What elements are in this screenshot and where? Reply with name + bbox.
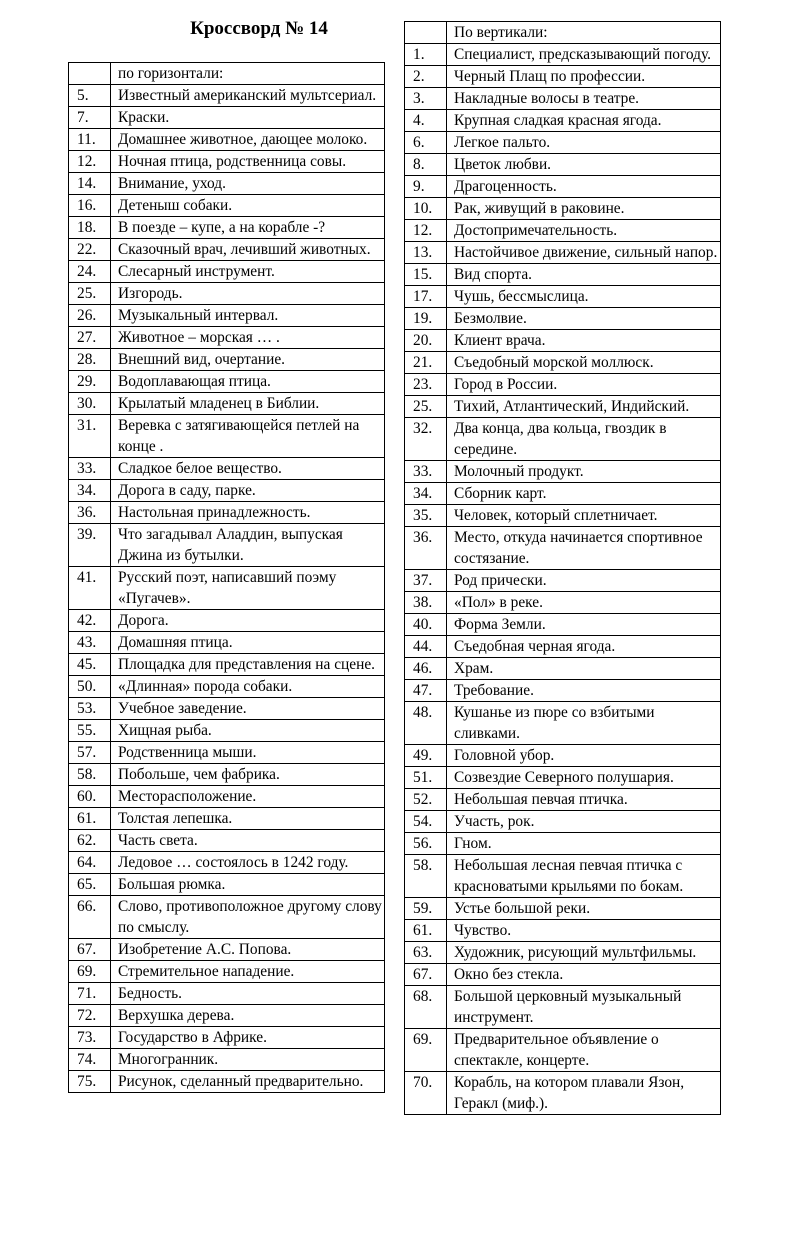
vertical-clues-table (404, 21, 721, 1115)
clue-number: 63. (405, 942, 447, 964)
clue-number: 18. (69, 217, 111, 239)
clue-text: Крупная сладкая красная ягода. (447, 110, 721, 132)
clue-row (405, 855, 721, 898)
clue-number: 56. (405, 833, 447, 855)
clue-row (405, 811, 721, 833)
clue-text: Храм. (447, 658, 721, 680)
clue-number: 17. (405, 286, 447, 308)
clue-number: 69. (405, 1029, 447, 1072)
clue-text: Два конца, два кольца, гвоздик в середине. (447, 418, 721, 461)
clue-text: Головной убор. (447, 745, 721, 767)
clue-row (405, 396, 721, 418)
clue-number: 53. (69, 698, 111, 720)
horizontal-header: по горизонтали: (111, 63, 385, 85)
table-header-row (69, 63, 385, 85)
clue-text: Часть света. (111, 830, 385, 852)
clue-row (405, 1029, 721, 1072)
clue-text: Сказочный врач, лечивший животных. (111, 239, 385, 261)
clue-text: Побольше, чем фабрика. (111, 764, 385, 786)
clue-number: 50. (69, 676, 111, 698)
clue-row (405, 176, 721, 198)
clue-number: 24. (69, 261, 111, 283)
clue-number: 36. (69, 502, 111, 524)
clue-text: Устье большой реки. (447, 898, 721, 920)
clue-row (405, 767, 721, 789)
clue-number: 52. (405, 789, 447, 811)
clue-row (69, 567, 385, 610)
clue-number: 48. (405, 702, 447, 745)
clue-number: 30. (69, 393, 111, 415)
clue-text: Многогранник. (111, 1049, 385, 1071)
clue-text: Веревка с затягивающейся петлей на конце . (111, 415, 385, 458)
clue-number: 59. (405, 898, 447, 920)
clue-row (69, 502, 385, 524)
clue-row (69, 371, 385, 393)
clue-text: Государство в Африке. (111, 1027, 385, 1049)
clue-row (69, 173, 385, 195)
horizontal-clues-table (68, 62, 385, 1093)
clue-text: Месторасположение. (111, 786, 385, 808)
clue-row (69, 283, 385, 305)
clue-number: 2. (405, 66, 447, 88)
clue-number: 41. (69, 567, 111, 610)
clue-number: 6. (405, 132, 447, 154)
clue-text: Домашняя птица. (111, 632, 385, 654)
clue-row (405, 833, 721, 855)
clue-text: Требование. (447, 680, 721, 702)
clue-number: 73. (69, 1027, 111, 1049)
clue-text: Настольная принадлежность. (111, 502, 385, 524)
clue-number: 72. (69, 1005, 111, 1027)
clue-row (405, 374, 721, 396)
clue-row (69, 896, 385, 939)
clue-text: Кушанье из пюре со взбитыми сливками. (447, 702, 721, 745)
clue-text: Дорога. (111, 610, 385, 632)
clue-row (69, 151, 385, 173)
clue-number: 46. (405, 658, 447, 680)
clue-number: 61. (69, 808, 111, 830)
clue-text: Музыкальный интервал. (111, 305, 385, 327)
clue-row (69, 983, 385, 1005)
clue-row (69, 239, 385, 261)
clue-text: Молочный продукт. (447, 461, 721, 483)
clue-number: 68. (405, 986, 447, 1029)
clue-text: Животное – морская … . (111, 327, 385, 349)
clue-row (69, 85, 385, 107)
clue-number: 75. (69, 1071, 111, 1093)
clue-number: 70. (405, 1072, 447, 1115)
clue-text: Легкое пальто. (447, 132, 721, 154)
clue-row (69, 195, 385, 217)
clue-row (69, 676, 385, 698)
clue-number: 55. (69, 720, 111, 742)
clue-text: Настойчивое движение, сильный напор. (447, 242, 721, 264)
clue-row (69, 1071, 385, 1093)
page-title: Кроссворд № 14 (190, 18, 328, 39)
clue-text: Учебное заведение. (111, 698, 385, 720)
clue-text: Клиент врача. (447, 330, 721, 352)
clue-row (69, 393, 385, 415)
clue-row (405, 527, 721, 570)
clue-number: 43. (69, 632, 111, 654)
clue-number: 25. (69, 283, 111, 305)
clue-row (405, 614, 721, 636)
clue-number: 29. (69, 371, 111, 393)
clue-row (405, 636, 721, 658)
clue-text: Слово, противоположное другому слову по смыслу. (111, 896, 385, 939)
clue-number: 32. (405, 418, 447, 461)
clue-number: 65. (69, 874, 111, 896)
clue-text: Изобретение А.С. Попова. (111, 939, 385, 961)
clue-number: 5. (69, 85, 111, 107)
clue-number: 47. (405, 680, 447, 702)
clue-row (69, 852, 385, 874)
clue-number: 45. (69, 654, 111, 676)
clue-text: Цветок любви. (447, 154, 721, 176)
clue-text: Человек, который сплетничает. (447, 505, 721, 527)
clue-number: 9. (405, 176, 447, 198)
table-header-row (405, 22, 721, 44)
clue-number: 49. (405, 745, 447, 767)
clue-row (405, 570, 721, 592)
clue-row (69, 261, 385, 283)
clue-number: 67. (69, 939, 111, 961)
clue-text: Площадка для представления на сцене. (111, 654, 385, 676)
clue-row (69, 610, 385, 632)
clue-number: 33. (405, 461, 447, 483)
clue-number: 62. (69, 830, 111, 852)
clue-row (69, 305, 385, 327)
clue-row (69, 1027, 385, 1049)
clue-text: Черный Плащ по профессии. (447, 66, 721, 88)
clue-number: 11. (69, 129, 111, 151)
clue-row (69, 1049, 385, 1071)
clue-text: Известный американский мультсериал. (111, 85, 385, 107)
clue-text: Рак, живущий в раковине. (447, 198, 721, 220)
clue-row (69, 217, 385, 239)
clue-number: 13. (405, 242, 447, 264)
clue-text: Драгоценность. (447, 176, 721, 198)
clue-number: 23. (405, 374, 447, 396)
clue-text: Домашнее животное, дающее молоко. (111, 129, 385, 151)
clue-text: Внешний вид, очертание. (111, 349, 385, 371)
clue-row (69, 654, 385, 676)
clue-number: 15. (405, 264, 447, 286)
clue-text: Дорога в саду, парке. (111, 480, 385, 502)
clue-text: Большой церковный музыкальный инструмент. (447, 986, 721, 1029)
clue-row (69, 458, 385, 480)
clue-row (405, 88, 721, 110)
clue-number: 67. (405, 964, 447, 986)
clue-row (405, 898, 721, 920)
clue-row (405, 964, 721, 986)
clue-row (69, 698, 385, 720)
clue-text: Что загадывал Аладдин, выпуская Джина из бутылки. (111, 524, 385, 567)
clue-number: 4. (405, 110, 447, 132)
clue-row (405, 942, 721, 964)
clue-text: Чувство. (447, 920, 721, 942)
clue-number: 58. (69, 764, 111, 786)
clue-row (69, 874, 385, 896)
clue-row (405, 264, 721, 286)
clue-row (405, 110, 721, 132)
clue-row (405, 505, 721, 527)
clue-text: Слесарный инструмент. (111, 261, 385, 283)
clue-number: 22. (69, 239, 111, 261)
clue-number: 58. (405, 855, 447, 898)
clue-number: 69. (69, 961, 111, 983)
clue-row (405, 418, 721, 461)
clue-number: 37. (405, 570, 447, 592)
clue-number: 61. (405, 920, 447, 942)
clue-text: Детеныш собаки. (111, 195, 385, 217)
clue-number: 31. (69, 415, 111, 458)
clue-text: Созвездие Северного полушария. (447, 767, 721, 789)
clue-text: Место, откуда начинается спортивное состязание. (447, 527, 721, 570)
clue-row (405, 658, 721, 680)
clue-text: Рисунок, сделанный предварительно. (111, 1071, 385, 1093)
clue-number: 71. (69, 983, 111, 1005)
clue-number: 10. (405, 198, 447, 220)
clue-number: 7. (69, 107, 111, 129)
clue-row (405, 745, 721, 767)
clue-row (405, 680, 721, 702)
clue-text: Художник, рисующий мультфильмы. (447, 942, 721, 964)
clue-number: 16. (69, 195, 111, 217)
clue-row (405, 308, 721, 330)
clue-text: Окно без стекла. (447, 964, 721, 986)
clue-row (405, 483, 721, 505)
clue-row (405, 66, 721, 88)
clue-row (405, 920, 721, 942)
clue-number: 14. (69, 173, 111, 195)
clue-row (405, 132, 721, 154)
clue-row (69, 939, 385, 961)
clue-text: Специалист, предсказывающий погоду. (447, 44, 721, 66)
clue-text: Гном. (447, 833, 721, 855)
clue-number: 1. (405, 44, 447, 66)
clue-text: Русский поэт, написавший поэму «Пугачев». (111, 567, 385, 610)
clue-row (69, 830, 385, 852)
clue-row (69, 786, 385, 808)
clue-row (405, 461, 721, 483)
clue-number: 25. (405, 396, 447, 418)
clue-number: 39. (69, 524, 111, 567)
clue-row (69, 1005, 385, 1027)
clue-text: Безмолвие. (447, 308, 721, 330)
clue-number: 20. (405, 330, 447, 352)
clue-number: 27. (69, 327, 111, 349)
clue-text: Хищная рыба. (111, 720, 385, 742)
clue-text: Съедобный морской моллюск. (447, 352, 721, 374)
clue-row (69, 764, 385, 786)
clue-text: Участь, рок. (447, 811, 721, 833)
clue-text: Внимание, уход. (111, 173, 385, 195)
clue-number: 21. (405, 352, 447, 374)
clue-number: 19. (405, 308, 447, 330)
header-number-cell (405, 22, 447, 44)
clue-number: 42. (69, 610, 111, 632)
clue-number: 40. (405, 614, 447, 636)
clue-number: 36. (405, 527, 447, 570)
clue-text: Ночная птица, родственница совы. (111, 151, 385, 173)
clue-row (405, 330, 721, 352)
clue-text: Сладкое белое вещество. (111, 458, 385, 480)
clue-row (69, 480, 385, 502)
clue-row (69, 524, 385, 567)
clue-number: 12. (405, 220, 447, 242)
clue-text: Предварительное объявление о спектакле, концерте. (447, 1029, 721, 1072)
clue-number: 54. (405, 811, 447, 833)
clue-row (69, 107, 385, 129)
clue-text: Род прически. (447, 570, 721, 592)
clue-number: 8. (405, 154, 447, 176)
clue-row (405, 1072, 721, 1115)
clue-row (69, 632, 385, 654)
clue-row (405, 154, 721, 176)
clue-text: «Длинная» порода собаки. (111, 676, 385, 698)
clue-text: Накладные волосы в театре. (447, 88, 721, 110)
clue-text: Стремительное нападение. (111, 961, 385, 983)
clue-row (405, 242, 721, 264)
clue-text: Тихий, Атлантический, Индийский. (447, 396, 721, 418)
clue-number: 64. (69, 852, 111, 874)
clue-number: 34. (405, 483, 447, 505)
clue-number: 66. (69, 896, 111, 939)
clue-text: Крылатый младенец в Библии. (111, 393, 385, 415)
clue-text: Изгородь. (111, 283, 385, 305)
clue-row (69, 720, 385, 742)
clue-text: Ледовое … состоялось в 1242 году. (111, 852, 385, 874)
clue-text: Верхушка дерева. (111, 1005, 385, 1027)
clue-number: 44. (405, 636, 447, 658)
clue-text: «Пол» в реке. (447, 592, 721, 614)
clue-row (405, 220, 721, 242)
clue-text: Родственница мыши. (111, 742, 385, 764)
clue-text: Чушь, бессмыслица. (447, 286, 721, 308)
clue-number: 33. (69, 458, 111, 480)
clue-row (405, 789, 721, 811)
clue-row (69, 742, 385, 764)
clue-number: 34. (69, 480, 111, 502)
clue-text: Достопримечательность. (447, 220, 721, 242)
clue-row (405, 198, 721, 220)
clue-number: 60. (69, 786, 111, 808)
clue-text: Съедобная черная ягода. (447, 636, 721, 658)
clue-row (405, 286, 721, 308)
clue-text: Сборник карт. (447, 483, 721, 505)
clue-text: Небольшая певчая птичка. (447, 789, 721, 811)
clue-text: Большая рюмка. (111, 874, 385, 896)
clue-number: 38. (405, 592, 447, 614)
clue-text: В поезде – купе, а на корабле -? (111, 217, 385, 239)
header-number-cell (69, 63, 111, 85)
clue-text: Водоплавающая птица. (111, 371, 385, 393)
clue-row (405, 986, 721, 1029)
clue-text: Вид спорта. (447, 264, 721, 286)
clue-number: 51. (405, 767, 447, 789)
clue-row (405, 352, 721, 374)
clue-row (69, 808, 385, 830)
clue-text: Небольшая лесная певчая птичка с красноватыми крыльями по бокам. (447, 855, 721, 898)
clue-number: 74. (69, 1049, 111, 1071)
clue-row (69, 349, 385, 371)
clue-number: 28. (69, 349, 111, 371)
clue-row (69, 129, 385, 151)
clue-row (69, 961, 385, 983)
clue-text: Бедность. (111, 983, 385, 1005)
clue-number: 12. (69, 151, 111, 173)
clue-row (69, 415, 385, 458)
clue-number: 3. (405, 88, 447, 110)
clue-row (405, 592, 721, 614)
vertical-header: По вертикали: (447, 22, 721, 44)
clue-text: Корабль, на котором плавали Язон, Геракл (миф.). (447, 1072, 721, 1115)
clue-row (405, 702, 721, 745)
clue-number: 57. (69, 742, 111, 764)
clue-text: Форма Земли. (447, 614, 721, 636)
clue-text: Краски. (111, 107, 385, 129)
clue-text: Толстая лепешка. (111, 808, 385, 830)
clue-row (69, 327, 385, 349)
clue-row (405, 44, 721, 66)
clue-number: 26. (69, 305, 111, 327)
clue-number: 35. (405, 505, 447, 527)
clue-text: Город в России. (447, 374, 721, 396)
